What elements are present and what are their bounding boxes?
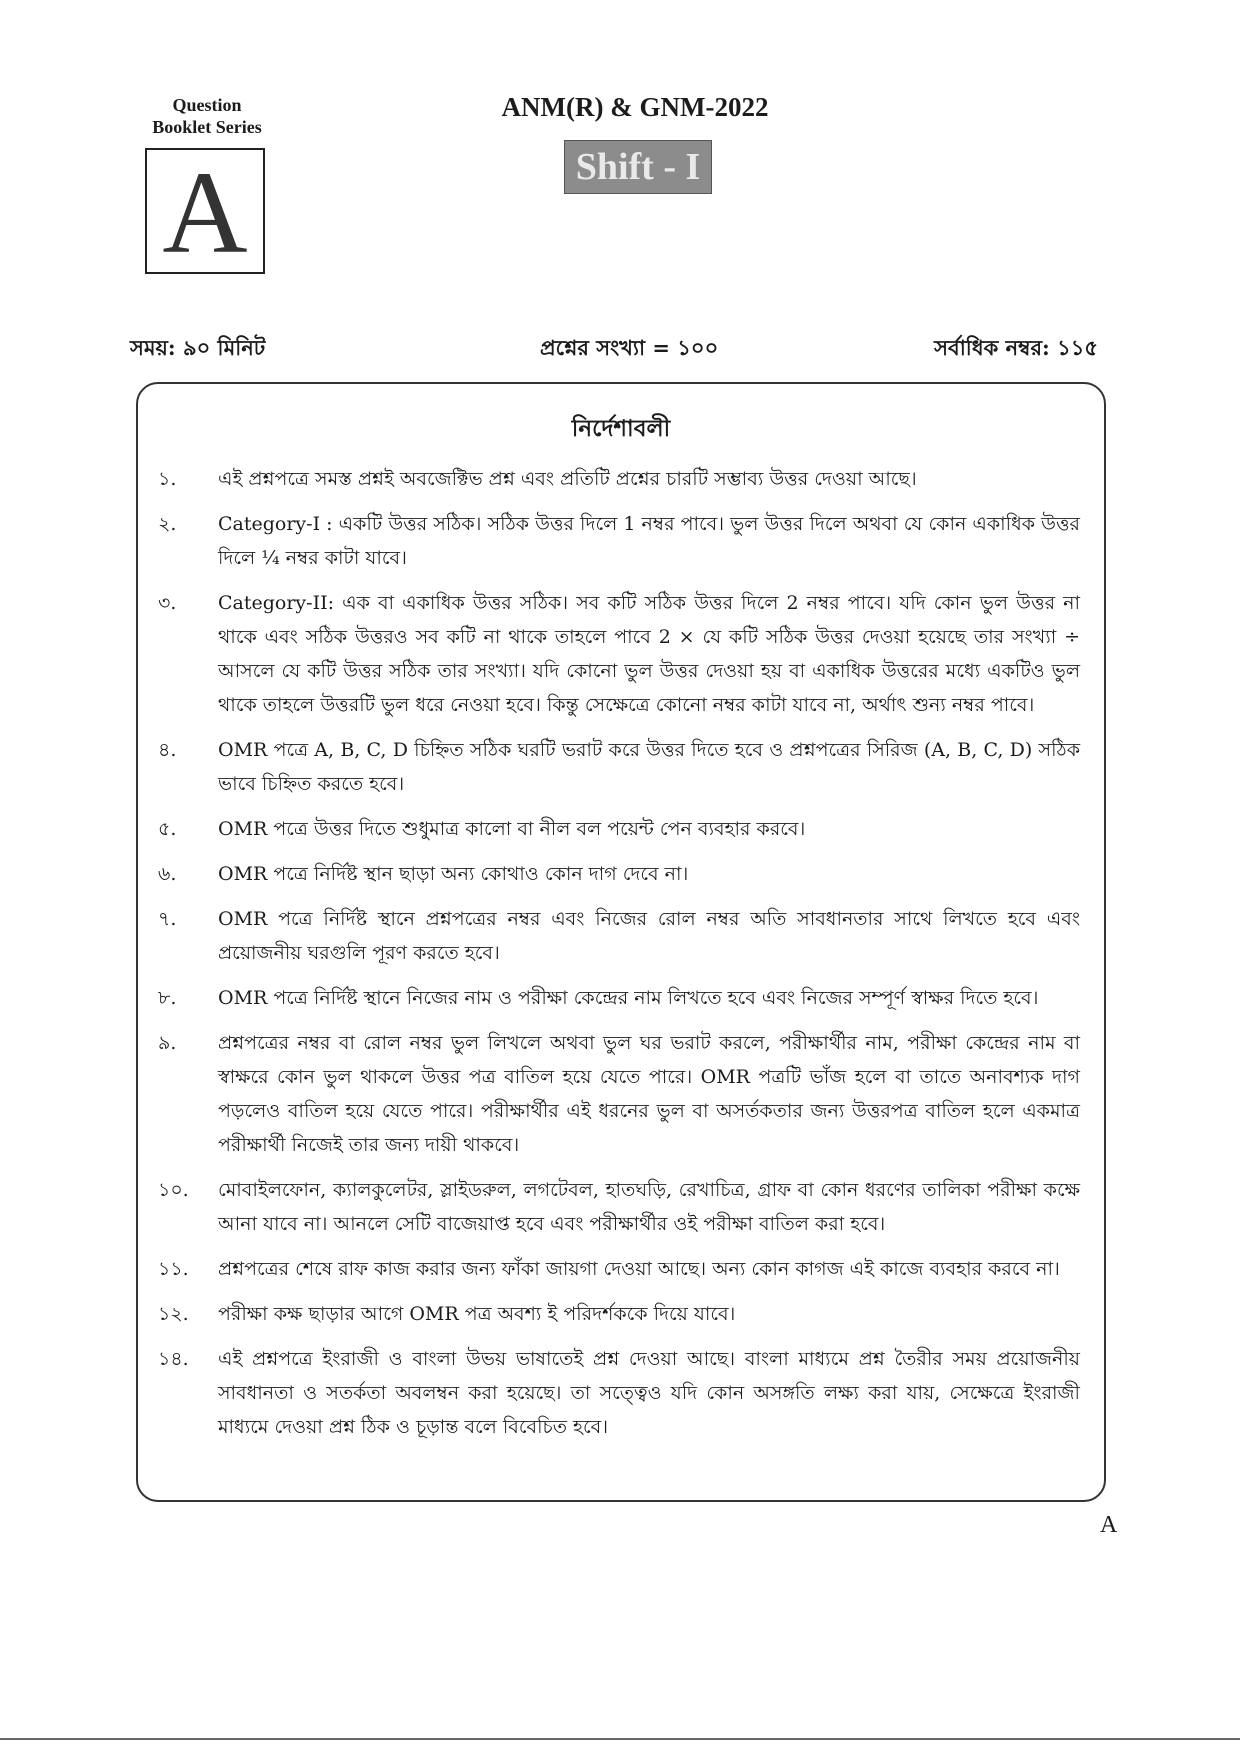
instruction-number: ১. — [158, 468, 177, 490]
page-series-letter: A — [1100, 1512, 1118, 1538]
instruction-number: ৯. — [158, 1032, 177, 1054]
instruction-text: Category-I : একটি উত্তর সঠিক। সঠিক উত্তর দিলে 1 নম্বর পাবে। ভুল উত্তর দিলে অথবা যে কোন একাধিক উত্তর দিলে ¼ নম্বর কাটা যাবে। — [218, 513, 1080, 569]
instruction-number: ৬. — [158, 863, 177, 885]
instruction-text: প্রশ্নপত্রের নম্বর বা রোল নম্বর ভুল লিখলে অথবা ভুল ঘর ভরাট করলে, পরীক্ষার্থীর নাম, পরীক্ষা কেন্দ্রের নাম বা স্বাক্ষরে কোন ভুল থাকলে উত্তর পত্র বাতিল হয়ে যেতে পারে। OMR পত্রটি ভাঁজ হলে বা তাতে অনাবশ্যক দাগ পড়লেও বাতিল হয়ে যেতে পারে। পরীক্ষার্থীর এই ধরনের ভুল বা অসর্তকতার জন্য উত্তরপত্র বাতিল হলে একমাত্র পরীক্ষার্থী নিজেই তার জন্য দায়ী থাকবে। — [218, 1032, 1080, 1156]
instruction-item — [158, 812, 1080, 846]
instruction-text: এই প্রশ্নপত্রে সমস্ত প্রশ্নই অবজেক্টিভ প্রশ্ন এবং প্রতিটি প্রশ্নের চারটি সম্ভাব্য উত্তর দেওয়া আছে। — [218, 468, 917, 490]
instructions-list — [158, 462, 1080, 1455]
instruction-item — [158, 1297, 1080, 1331]
instruction-item — [158, 1252, 1080, 1286]
instruction-item — [158, 902, 1080, 970]
max-marks: সর্বাধিক নম্বর: ১১৫ — [934, 335, 1098, 360]
instruction-number: ১১. — [158, 1258, 189, 1280]
instruction-item — [158, 1026, 1080, 1162]
instruction-text: পরীক্ষা কক্ষ ছাড়ার আগে OMR পত্র অবশ্য ই পরিদর্শককে দিয়ে যাবে। — [218, 1303, 736, 1325]
booklet-series-box — [145, 147, 265, 278]
instruction-text: মোবাইলফোন, ক্যালকুলেটর, স্লাইডরুল, লগটেবল, হাতঘড়ি, রেখাচিত্র, গ্রাফ বা কোন ধরণের তালিকা পরীক্ষা কক্ষে আনা যাবে না। আনলে সেটি বাজেয়াপ্ত হবে এবং পরীক্ষার্থীর ওই পরীক্ষা বাতিল করা হবে। — [218, 1179, 1080, 1235]
exam-title: ANM(R) & GNM-2022 — [501, 92, 769, 122]
instructions-title: নির্দেশাবলী — [571, 415, 671, 442]
instruction-text: Category-II: এক বা একাধিক উত্তর সঠিক। সব কটি সঠিক উত্তর দিলে 2 নম্বর পাবে। যদি কোন ভুল উত্তর না থাকে এবং সঠিক উত্তরও সব কটি না থাকে তাহলে পাবে 2 × যে কটি সঠিক উত্তর দেওয়া হয়েছে তার সংখ্যা ÷ আসলে যে কটি উত্তর সঠিক তার সংখ্যা। যদি কোনো ভুল উত্তর দেওয়া হয় বা একাধিক উত্তরের মধ্যে একটিও ভুল থাকে তাহলে উত্তরটি ভুল ধরে নেওয়া হবে। কিন্তু সেক্ষেত্রে কোনো নম্বর কাটা যাবে না, অর্থাৎ শুন্য নম্বর পাবে। — [218, 592, 1080, 716]
instruction-text: OMR পত্রে নির্দিষ্ট স্থানে নিজের নাম ও পরীক্ষা কেন্দ্রের নাম লিখতে হবে এবং নিজের সম্পূর্ণ স্বাক্ষর দিতে হবে। — [218, 987, 1039, 1009]
instruction-item — [158, 507, 1080, 575]
instruction-number: ৫. — [158, 818, 177, 840]
booklet-series-caption — [132, 94, 282, 138]
shift-badge: Shift - I — [564, 140, 712, 194]
instruction-text: OMR পত্রে নির্দিষ্ট স্থান ছাড়া অন্য কোথাও কোন দাগ দেবে না। — [218, 863, 689, 885]
instruction-item — [158, 1173, 1080, 1241]
instruction-number: ১০. — [158, 1179, 189, 1201]
instruction-item — [158, 857, 1080, 891]
instruction-number: ৩. — [158, 592, 177, 614]
instruction-number: ৮. — [158, 987, 177, 1009]
instruction-item — [158, 462, 1080, 496]
instruction-text: OMR পত্রে উত্তর দিতে শুধুমাত্র কালো বা নীল বল পয়েন্ট পেন ব্যবহার করবে। — [218, 818, 806, 840]
instruction-number: ১২. — [158, 1303, 189, 1325]
instruction-number: ২. — [158, 513, 177, 535]
booklet-series-letter: A — [162, 147, 248, 278]
booklet-series-caption-line1: Question — [172, 95, 242, 115]
instruction-text: OMR পত্রে A, B, C, D চিহ্নিত সঠিক ঘরটি ভরাট করে উত্তর দিতে হবে ও প্রশ্নপত্রের সিরিজ (A, B, C, D) সঠিক ভাবে চিহ্নিত করতে হবে। — [218, 739, 1080, 795]
instruction-number: ৭. — [158, 908, 177, 930]
bottom-divider — [0, 1738, 1240, 1740]
booklet-series-caption-line2: Booklet Series — [152, 117, 262, 137]
instruction-item — [158, 981, 1080, 1015]
question-count: প্রশ্নের সংখ্যা = ১০০ — [540, 335, 719, 360]
instructions-panel — [136, 382, 1106, 1502]
instruction-item — [158, 1342, 1080, 1444]
instruction-number: ৪. — [158, 739, 177, 761]
instruction-item — [158, 586, 1080, 722]
instruction-number: ১৪. — [158, 1348, 189, 1370]
instruction-text: প্রশ্নপত্রের শেষে রাফ কাজ করার জন্য ফাঁকা জায়গা দেওয়া আছে। অন্য কোন কাগজ এই কাজে ব্যবহার করবে না। — [218, 1258, 1060, 1280]
exam-duration: সময়: ৯০ মিনিট — [130, 335, 266, 360]
instruction-text: এই প্রশ্নপত্রে ইংরাজী ও বাংলা উভয় ভাষাতেই প্রশ্ন দেওয়া আছে। বাংলা মাধ্যমে প্রশ্ন তৈরীর সময় প্রয়োজনীয় সাবধানতা ও সতর্কতা অবলম্বন করা হয়েছে। তা সত্ত্বেও যদি কোন অসঙ্গতি লক্ষ্য করা যায়, সেক্ষেত্রে ইংরাজী মাধ্যমে দেওয়া প্রশ্ন ঠিক ও চূড়ান্ত বলে বিবেচিত হবে। — [218, 1348, 1080, 1438]
instruction-item — [158, 733, 1080, 801]
instruction-text: OMR পত্রে নির্দিষ্ট স্থানে প্রশ্নপত্রের নম্বর এবং নিজের রোল নম্বর অতি সাবধানতার সাথে লিখতে হবে এবং প্রয়োজনীয় ঘরগুলি পূরণ করতে হবে। — [218, 908, 1080, 964]
